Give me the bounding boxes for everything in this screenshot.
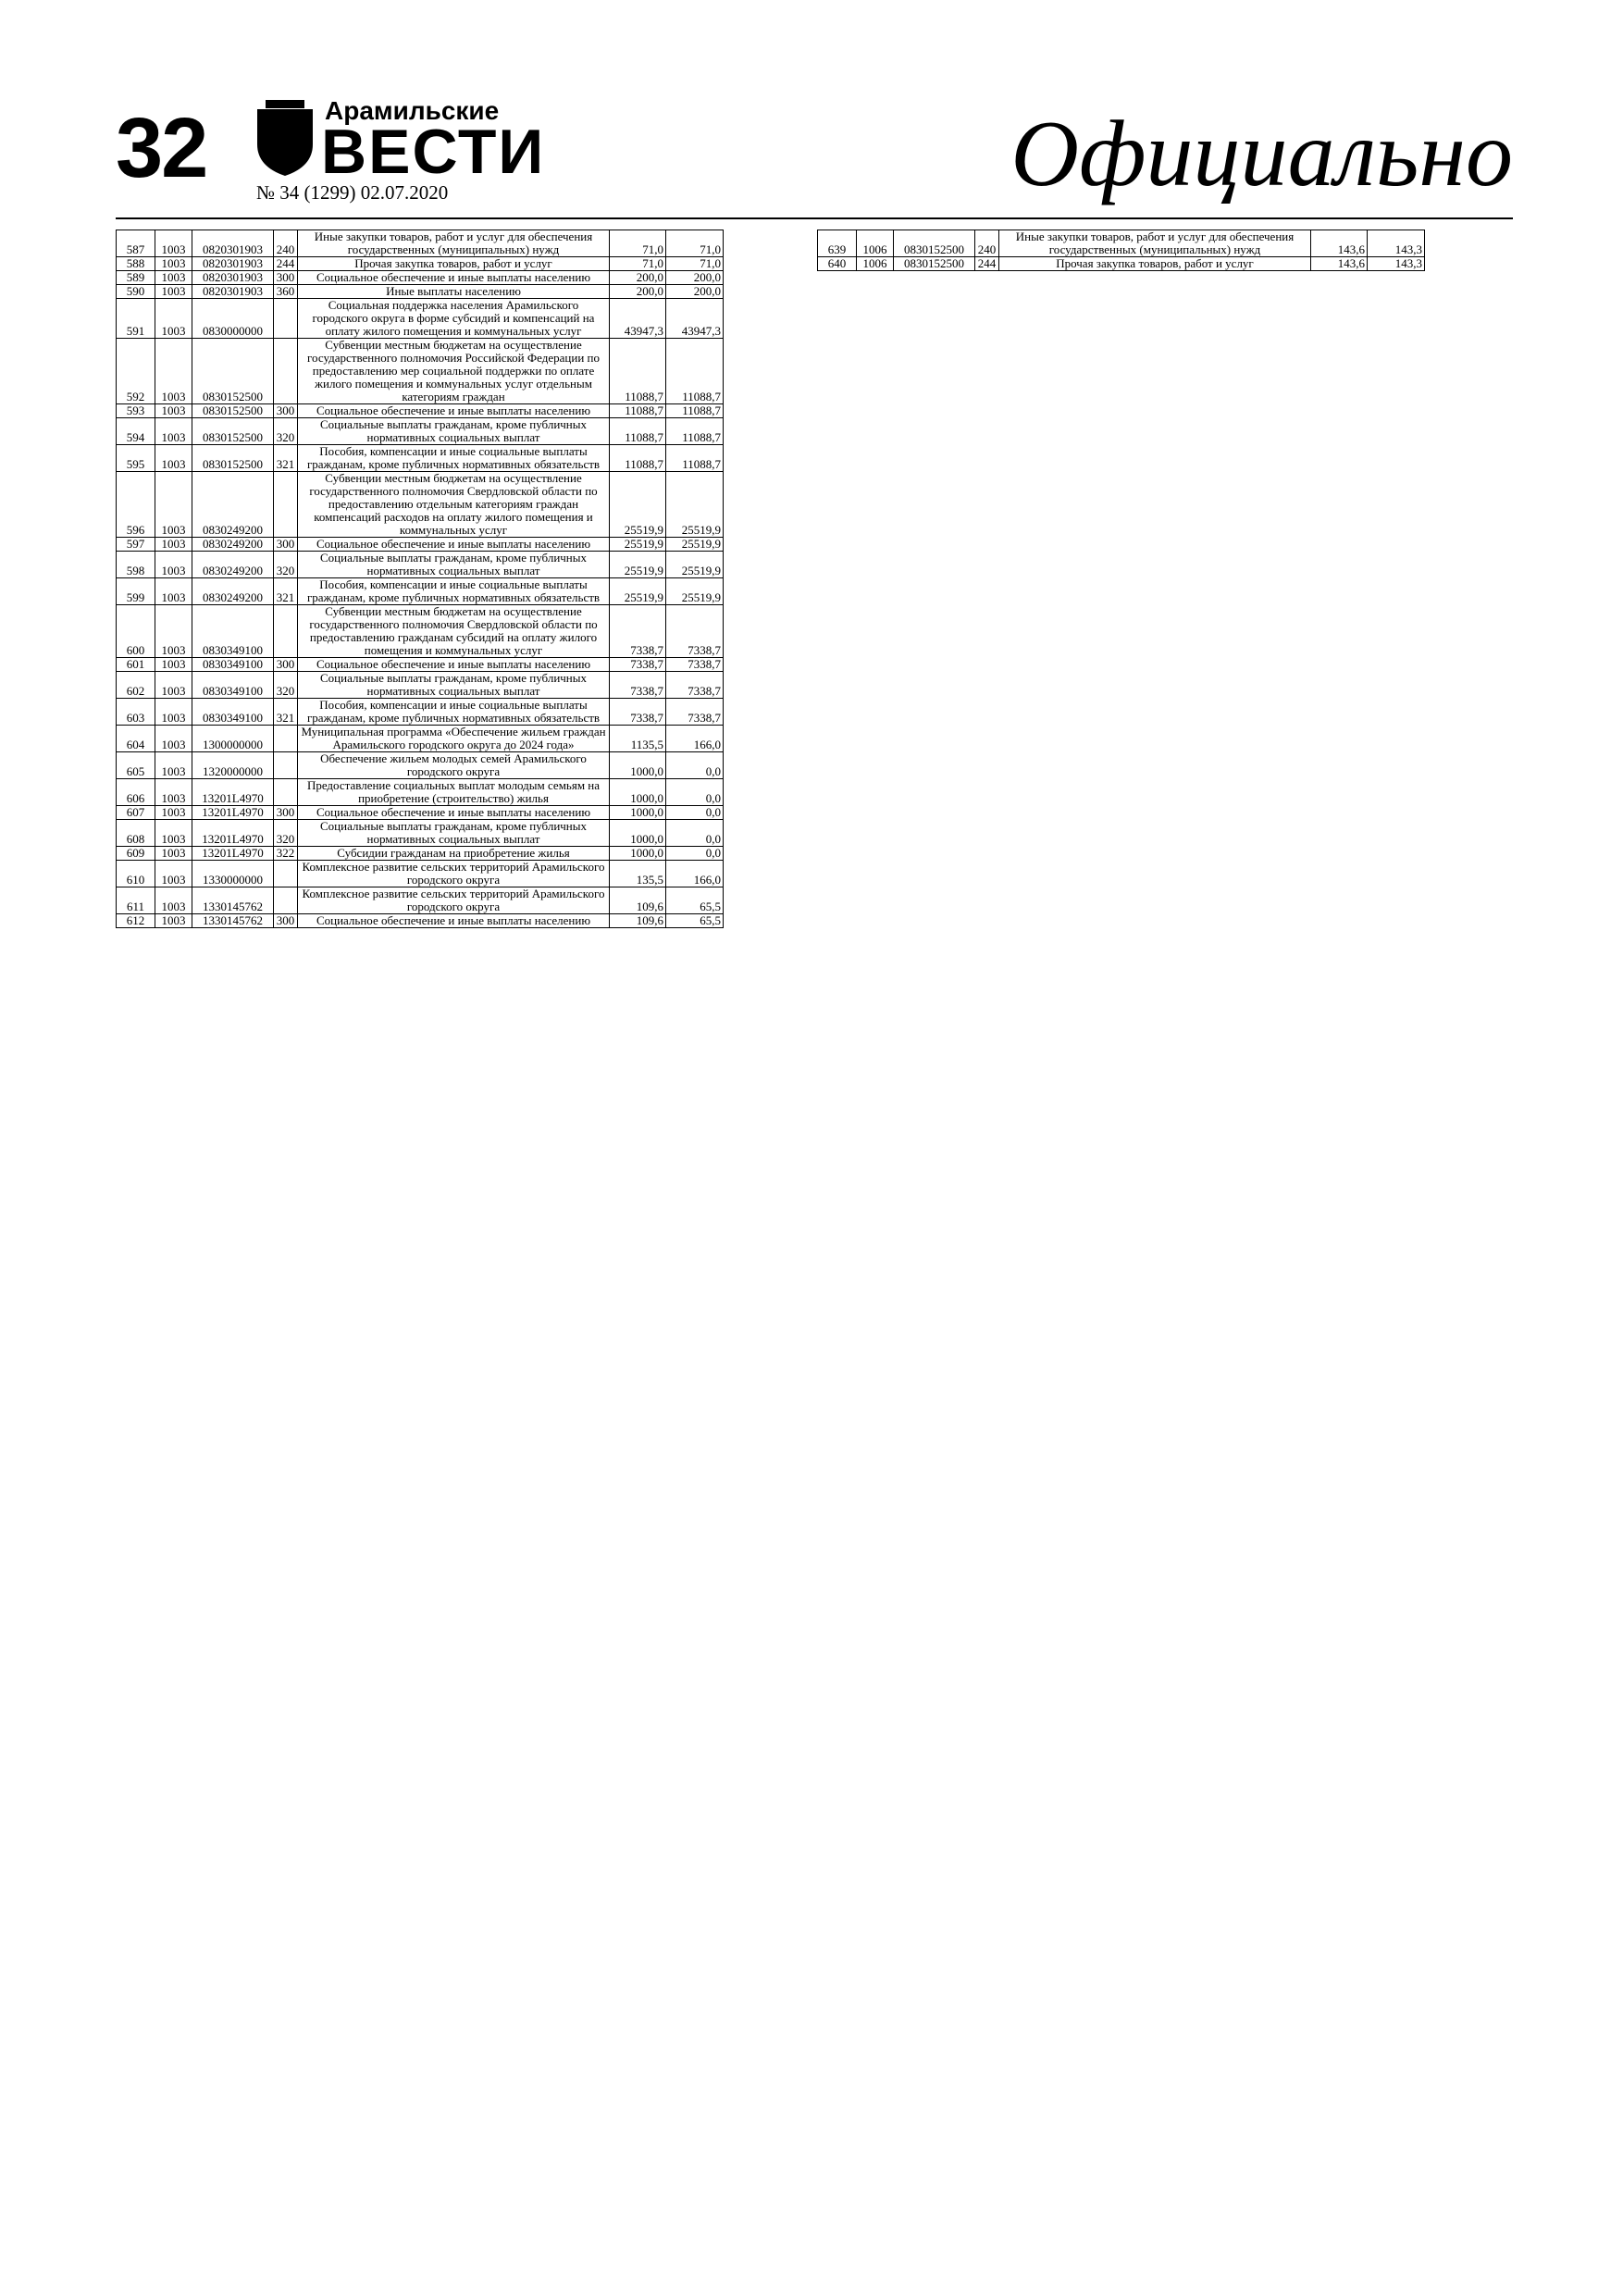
table-cell: 1003 xyxy=(155,820,192,847)
table-cell: 594 xyxy=(117,418,155,445)
table-cell: 591 xyxy=(117,299,155,339)
page-number: 32 xyxy=(116,101,207,195)
table-cell: Иные выплаты населению xyxy=(298,285,610,299)
table-cell: Социальное обеспечение и иные выплаты населению xyxy=(298,658,610,672)
table-cell: 593 xyxy=(117,404,155,418)
table-row xyxy=(117,672,724,699)
table-cell: 1003 xyxy=(155,339,192,404)
table-row xyxy=(117,726,724,752)
table-cell: 300 xyxy=(274,658,298,672)
table-cell: 1003 xyxy=(155,418,192,445)
table-cell: 1003 xyxy=(155,404,192,418)
town-crest-icon xyxy=(253,98,317,178)
table-cell: 596 xyxy=(117,472,155,538)
table-row xyxy=(117,779,724,806)
table-cell: 0830249200 xyxy=(192,578,274,605)
table-cell: 13201L4970 xyxy=(192,779,274,806)
table-cell: 71,0 xyxy=(666,257,724,271)
table-cell: 1320000000 xyxy=(192,752,274,779)
table-cell xyxy=(274,752,298,779)
table-cell: 200,0 xyxy=(610,271,666,285)
table-cell: 607 xyxy=(117,806,155,820)
table-cell: 0820301903 xyxy=(192,285,274,299)
table-row xyxy=(117,578,724,605)
table-cell: 25519,9 xyxy=(610,578,666,605)
table-cell: 43947,3 xyxy=(666,299,724,339)
table-cell: 0830249200 xyxy=(192,552,274,578)
table-cell: 1003 xyxy=(155,861,192,887)
table-cell: 602 xyxy=(117,672,155,699)
table-cell: Комплексное развитие сельских территорий Арамильского городского округа xyxy=(298,887,610,914)
table-cell: 244 xyxy=(274,257,298,271)
table-cell: 1003 xyxy=(155,806,192,820)
table-cell: 590 xyxy=(117,285,155,299)
table-cell: 601 xyxy=(117,658,155,672)
table-cell: 1330000000 xyxy=(192,861,274,887)
table-cell: 600 xyxy=(117,605,155,658)
table-cell: 11088,7 xyxy=(666,404,724,418)
table-cell: 0830152500 xyxy=(192,404,274,418)
table-row xyxy=(117,285,724,299)
table-cell: 1003 xyxy=(155,699,192,726)
table-cell: 244 xyxy=(975,257,999,271)
table-cell: 0,0 xyxy=(666,847,724,861)
table-cell: Социальные выплаты гражданам, кроме публичных нормативных социальных выплат xyxy=(298,552,610,578)
table-row xyxy=(117,257,724,271)
table-row xyxy=(818,257,1425,271)
table-row xyxy=(117,887,724,914)
middle-column xyxy=(817,230,1425,271)
table-cell: 300 xyxy=(274,806,298,820)
table-cell: 0820301903 xyxy=(192,230,274,257)
table-cell: 1003 xyxy=(155,445,192,472)
table-cell xyxy=(274,339,298,404)
table-cell: 200,0 xyxy=(610,285,666,299)
table-cell: 605 xyxy=(117,752,155,779)
table-cell: 1300000000 xyxy=(192,726,274,752)
table-cell: Социальное обеспечение и иные выплаты населению xyxy=(298,914,610,928)
table-cell: 1330145762 xyxy=(192,887,274,914)
table-cell: 1135,5 xyxy=(610,726,666,752)
table-cell: 143,6 xyxy=(1311,257,1368,271)
table-cell: 13201L4970 xyxy=(192,806,274,820)
masthead xyxy=(116,93,1513,208)
table-cell: 1003 xyxy=(155,538,192,552)
table-cell: 7338,7 xyxy=(666,699,724,726)
table-cell: Субсидии гражданам на приобретение жилья xyxy=(298,847,610,861)
table-cell: 0830152500 xyxy=(192,445,274,472)
table-cell: 1000,0 xyxy=(610,820,666,847)
table-cell: Иные закупки товаров, работ и услуг для обеспечения государственных (муниципальных) нужд xyxy=(298,230,610,257)
table-cell xyxy=(274,861,298,887)
table-cell: 1003 xyxy=(155,914,192,928)
table-cell xyxy=(274,887,298,914)
table-cell: 200,0 xyxy=(666,271,724,285)
table-cell: 598 xyxy=(117,552,155,578)
table-cell: 7338,7 xyxy=(666,605,724,658)
table-cell: 300 xyxy=(274,538,298,552)
table-row xyxy=(117,861,724,887)
table-cell: 1006 xyxy=(857,230,894,257)
table-cell: 1003 xyxy=(155,779,192,806)
table-cell: 300 xyxy=(274,914,298,928)
table-cell: 7338,7 xyxy=(666,672,724,699)
table-cell: 1003 xyxy=(155,578,192,605)
table-cell xyxy=(274,299,298,339)
table-cell: 0830000000 xyxy=(192,299,274,339)
table-cell: 11088,7 xyxy=(610,404,666,418)
table-cell xyxy=(274,779,298,806)
table-cell: 0830249200 xyxy=(192,538,274,552)
table-cell: 0,0 xyxy=(666,820,724,847)
table-row xyxy=(117,472,724,538)
table-cell: 7338,7 xyxy=(610,672,666,699)
table-cell: 135,5 xyxy=(610,861,666,887)
table-cell: 0830349100 xyxy=(192,672,274,699)
table-cell: 1003 xyxy=(155,285,192,299)
table-cell: 71,0 xyxy=(610,257,666,271)
table-cell: 1003 xyxy=(155,658,192,672)
table-cell: 606 xyxy=(117,779,155,806)
table-cell: 240 xyxy=(975,230,999,257)
table-cell: 1003 xyxy=(155,605,192,658)
table-cell: 610 xyxy=(117,861,155,887)
table-cell: 0830249200 xyxy=(192,472,274,538)
table-cell: 166,0 xyxy=(666,861,724,887)
table-cell: Социальная поддержка населения Арамильского городского округа в форме субсидий и компенсаций на оплату жилого помещения и коммунальных услуг xyxy=(298,299,610,339)
table-cell: 1003 xyxy=(155,672,192,699)
table-cell: 320 xyxy=(274,672,298,699)
table-cell: 143,6 xyxy=(1311,230,1368,257)
table-cell: 595 xyxy=(117,445,155,472)
table-cell: 0,0 xyxy=(666,779,724,806)
header-rule xyxy=(116,217,1513,219)
table-cell: 640 xyxy=(818,257,857,271)
table-cell: 0830152500 xyxy=(192,339,274,404)
table-cell: 25519,9 xyxy=(666,578,724,605)
table-cell: 25519,9 xyxy=(666,552,724,578)
table-row xyxy=(117,299,724,339)
table-cell: 589 xyxy=(117,271,155,285)
table-cell: 320 xyxy=(274,418,298,445)
table-cell: 300 xyxy=(274,404,298,418)
table-cell: 1000,0 xyxy=(610,779,666,806)
left-table xyxy=(116,230,724,928)
table-cell: Социальные выплаты гражданам, кроме публичных нормативных социальных выплат xyxy=(298,672,610,699)
table-cell: 71,0 xyxy=(666,230,724,257)
table-cell: Субвенции местным бюджетам на осуществление государственного полномочия Свердловской области по предоставлению гражданам субсидий на оплату жилого помещения и коммунальных услуг xyxy=(298,605,610,658)
table-cell: 320 xyxy=(274,552,298,578)
table-cell: 611 xyxy=(117,887,155,914)
table-cell: 0830349100 xyxy=(192,658,274,672)
table-cell: 25519,9 xyxy=(666,472,724,538)
table-cell: 0830152500 xyxy=(894,257,975,271)
table-row xyxy=(117,552,724,578)
table-cell: 0,0 xyxy=(666,752,724,779)
table-cell: Прочая закупка товаров, работ и услуг xyxy=(298,257,610,271)
table-cell: 1003 xyxy=(155,472,192,538)
table-cell: 1000,0 xyxy=(610,752,666,779)
table-cell: 608 xyxy=(117,820,155,847)
table-cell: 321 xyxy=(274,578,298,605)
table-cell: Прочая закупка товаров, работ и услуг xyxy=(999,257,1311,271)
table-cell: Социальные выплаты гражданам, кроме публичных нормативных социальных выплат xyxy=(298,820,610,847)
table-cell: 592 xyxy=(117,339,155,404)
table-row xyxy=(117,230,724,257)
table-cell: 11088,7 xyxy=(610,339,666,404)
table-cell: 1330145762 xyxy=(192,914,274,928)
table-row xyxy=(117,445,724,472)
table-cell: 200,0 xyxy=(666,285,724,299)
table-cell: 0820301903 xyxy=(192,257,274,271)
table-cell: 13201L4970 xyxy=(192,847,274,861)
table-row xyxy=(117,605,724,658)
table-cell: 11088,7 xyxy=(666,445,724,472)
table-row xyxy=(818,230,1425,257)
table-cell: Муниципальная программа «Обеспечение жильем граждан Арамильского городского округа до 2024 года» xyxy=(298,726,610,752)
table-cell: 65,5 xyxy=(666,914,724,928)
table-cell: 25519,9 xyxy=(666,538,724,552)
table-row xyxy=(117,847,724,861)
section-title: Официально xyxy=(1010,102,1513,206)
table-row xyxy=(117,339,724,404)
table-cell: 639 xyxy=(818,230,857,257)
table-cell: 166,0 xyxy=(666,726,724,752)
table-cell: 25519,9 xyxy=(610,472,666,538)
table-cell: Социальное обеспечение и иные выплаты населению xyxy=(298,538,610,552)
table-cell: Социальное обеспечение и иные выплаты населению xyxy=(298,806,610,820)
table-cell: Комплексное развитие сельских территорий Арамильского городского округа xyxy=(298,861,610,887)
table-row xyxy=(117,820,724,847)
table-cell: Иные закупки товаров, работ и услуг для обеспечения государственных (муниципальных) нужд xyxy=(999,230,1311,257)
table-cell: 11088,7 xyxy=(666,339,724,404)
table-cell: Пособия, компенсации и иные социальные выплаты гражданам, кроме публичных нормативных обязательств xyxy=(298,578,610,605)
table-cell: 1003 xyxy=(155,887,192,914)
table-cell: Социальные выплаты гражданам, кроме публичных нормативных социальных выплат xyxy=(298,418,610,445)
table-cell: Социальное обеспечение и иные выплаты населению xyxy=(298,271,610,285)
table-cell: 109,6 xyxy=(610,887,666,914)
table-row xyxy=(117,699,724,726)
table-cell: 322 xyxy=(274,847,298,861)
table-cell: 612 xyxy=(117,914,155,928)
table-cell: 240 xyxy=(274,230,298,257)
table-row xyxy=(117,752,724,779)
table-cell: 1003 xyxy=(155,299,192,339)
table-cell: 25519,9 xyxy=(610,538,666,552)
table-cell: 609 xyxy=(117,847,155,861)
table-cell: 320 xyxy=(274,820,298,847)
issue-info: № 34 (1299) 02.07.2020 xyxy=(256,181,449,204)
table-cell: 143,3 xyxy=(1368,230,1425,257)
table-cell: Социальное обеспечение и иные выплаты населению xyxy=(298,404,610,418)
table-cell: 11088,7 xyxy=(610,445,666,472)
table-cell xyxy=(274,605,298,658)
table-cell: Субвенции местным бюджетам на осуществление государственного полномочия Российской Федерации по предоставлению мер социальной поддержки по оплате жилого помещения и коммунальных услуг отдельным категориям граждан xyxy=(298,339,610,404)
table-cell: 321 xyxy=(274,445,298,472)
table-cell: 599 xyxy=(117,578,155,605)
table-row xyxy=(117,404,724,418)
table-cell: 143,3 xyxy=(1368,257,1425,271)
table-cell: 1003 xyxy=(155,752,192,779)
table-cell: 1003 xyxy=(155,847,192,861)
table-cell: Пособия, компенсации и иные социальные выплаты гражданам, кроме публичных нормативных обязательств xyxy=(298,445,610,472)
table-cell xyxy=(274,726,298,752)
table-cell: 7338,7 xyxy=(666,658,724,672)
table-cell xyxy=(274,472,298,538)
table-cell: 7338,7 xyxy=(610,699,666,726)
table-cell: 1000,0 xyxy=(610,847,666,861)
table-cell: 1003 xyxy=(155,726,192,752)
table-cell: 597 xyxy=(117,538,155,552)
table-cell: 43947,3 xyxy=(610,299,666,339)
table-row xyxy=(117,418,724,445)
left-column xyxy=(116,230,724,928)
table-cell: Субвенции местным бюджетам на осуществление государственного полномочия Свердловской области по предоставлению отдельным категориям граждан компенсаций расходов на оплату жилого помещения и коммунальных услуг xyxy=(298,472,610,538)
table-row xyxy=(117,538,724,552)
table-cell: 0830349100 xyxy=(192,605,274,658)
table-cell: 65,5 xyxy=(666,887,724,914)
table-cell: 0,0 xyxy=(666,806,724,820)
table-cell: 300 xyxy=(274,271,298,285)
table-cell: 604 xyxy=(117,726,155,752)
table-cell: 71,0 xyxy=(610,230,666,257)
table-cell: Пособия, компенсации и иные социальные выплаты гражданам, кроме публичных нормативных обязательств xyxy=(298,699,610,726)
table-cell: 0830152500 xyxy=(192,418,274,445)
table-cell: 588 xyxy=(117,257,155,271)
table-cell: 7338,7 xyxy=(610,658,666,672)
table-cell: 0820301903 xyxy=(192,271,274,285)
table-cell: 1003 xyxy=(155,271,192,285)
table-cell: 7338,7 xyxy=(610,605,666,658)
table-row xyxy=(117,914,724,928)
table-cell: 11088,7 xyxy=(610,418,666,445)
table-cell: 1003 xyxy=(155,257,192,271)
table-cell: 0830349100 xyxy=(192,699,274,726)
table-cell: 11088,7 xyxy=(666,418,724,445)
table-cell: 1003 xyxy=(155,230,192,257)
table-cell: 109,6 xyxy=(610,914,666,928)
middle-table xyxy=(817,230,1425,271)
table-cell: Предоставление социальных выплат молодым семьям на приобретение (строительство) жилья xyxy=(298,779,610,806)
table-cell: 13201L4970 xyxy=(192,820,274,847)
table-cell: 1000,0 xyxy=(610,806,666,820)
brand-top: Арамильские xyxy=(325,96,500,125)
table-cell: 603 xyxy=(117,699,155,726)
table-cell: 25519,9 xyxy=(610,552,666,578)
table-row xyxy=(117,806,724,820)
brand-main: ВЕСТИ xyxy=(321,117,546,187)
table-cell: 0830152500 xyxy=(894,230,975,257)
table-cell: 360 xyxy=(274,285,298,299)
table-cell: Обеспечение жильем молодых семей Арамильского городского округа xyxy=(298,752,610,779)
table-row xyxy=(117,658,724,672)
table-cell: 321 xyxy=(274,699,298,726)
table-cell: 587 xyxy=(117,230,155,257)
table-cell: 1006 xyxy=(857,257,894,271)
table-row xyxy=(117,271,724,285)
table-cell: 1003 xyxy=(155,552,192,578)
